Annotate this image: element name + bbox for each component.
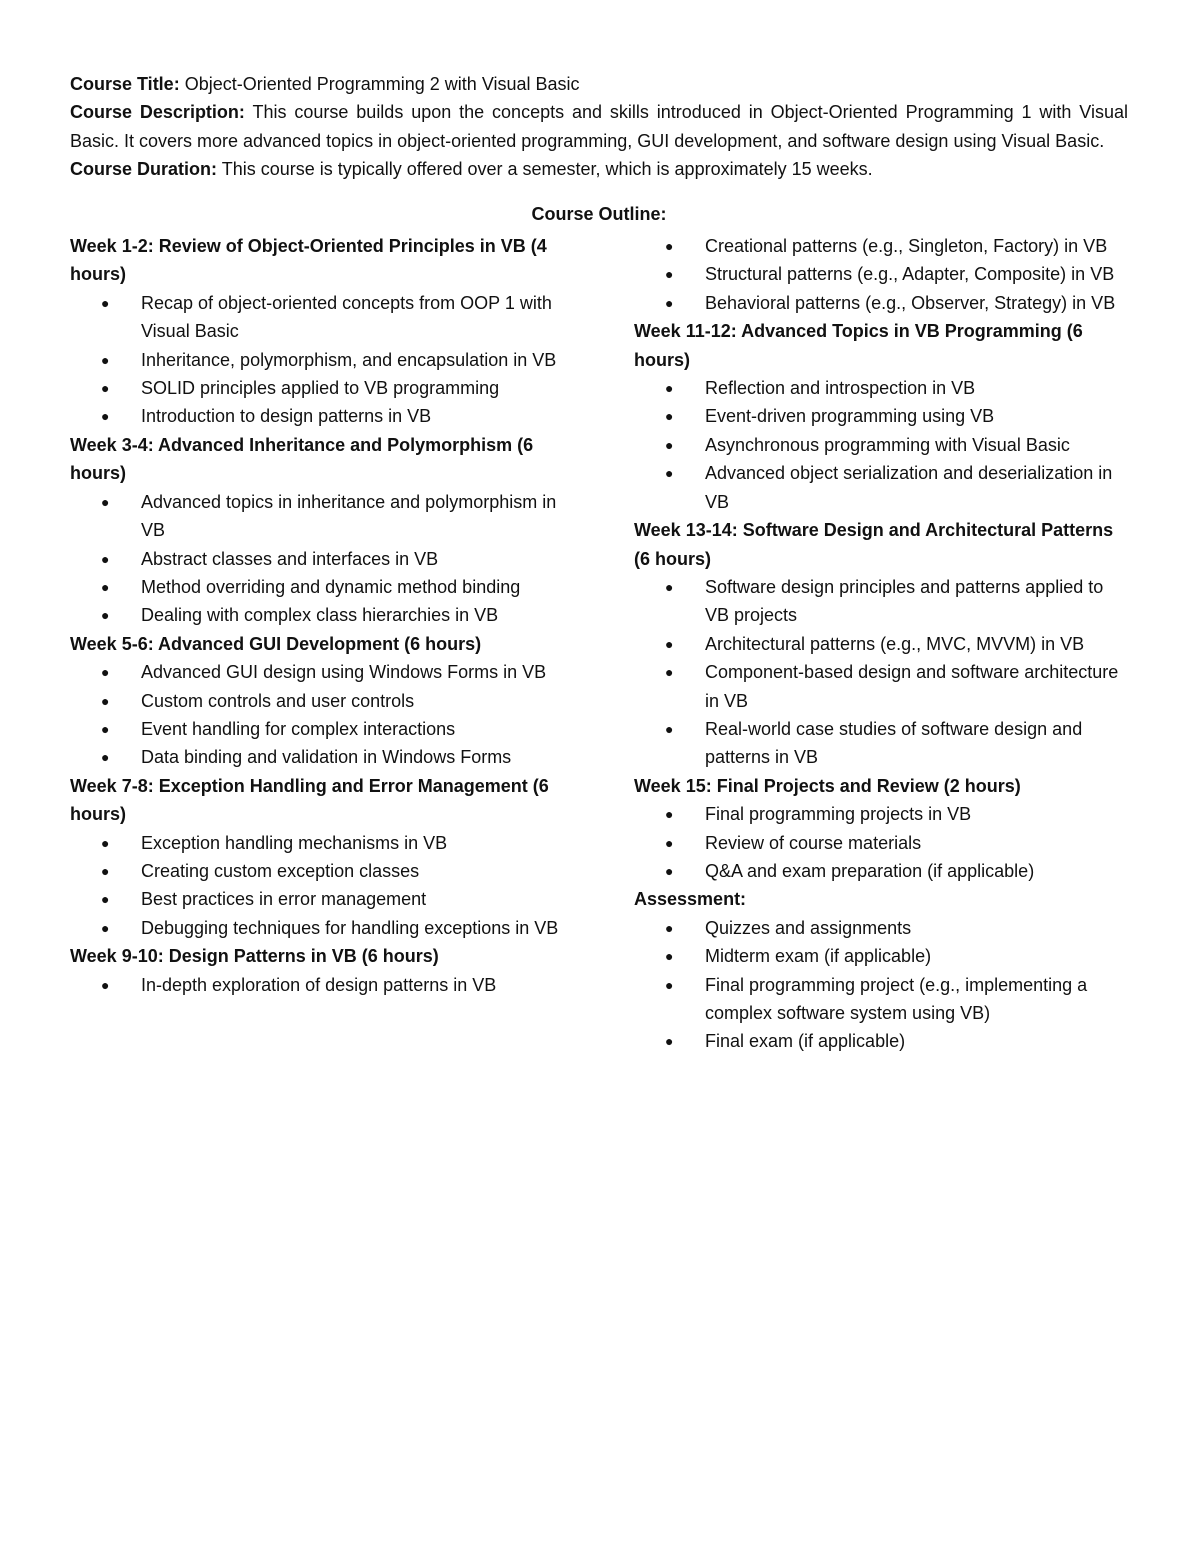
week-section — [634, 885, 1128, 1055]
bullet-icon: ● — [665, 578, 674, 595]
list-item-text: Advanced object serialization and deserialization in VB — [705, 463, 1113, 512]
outline-left-column — [70, 232, 560, 1056]
course-title-line — [70, 70, 1128, 98]
list-item — [634, 715, 1128, 772]
bullet-icon: ● — [665, 948, 674, 965]
list-item-text: Creating custom exception classes — [141, 860, 420, 881]
list-item — [70, 857, 560, 885]
course-outline-heading: Course Outline: — [531, 203, 667, 224]
list-item — [634, 914, 1128, 942]
list-item — [634, 232, 1128, 260]
list-item — [634, 658, 1128, 715]
bullet-icon: ● — [101, 408, 110, 425]
week-item-list — [70, 289, 560, 431]
bullet-icon: ● — [665, 635, 674, 652]
bullet-icon: ● — [665, 834, 674, 851]
list-item — [634, 857, 1128, 885]
list-item-text: Method overriding and dynamic method binding — [141, 576, 521, 597]
list-item-text: Recap of object-oriented concepts from OOP 1 with Visual Basic — [141, 292, 552, 342]
bullet-icon: ● — [101, 862, 110, 879]
list-item — [70, 743, 560, 771]
week-section — [70, 772, 560, 942]
list-item — [70, 914, 560, 942]
list-item-text: Event handling for complex interactions — [141, 718, 456, 739]
list-item — [634, 260, 1128, 288]
list-item — [70, 402, 560, 430]
list-item-text: Architectural patterns (e.g., MVC, MVVM) in VB — [705, 633, 1085, 654]
list-item — [634, 829, 1128, 857]
list-item — [70, 885, 560, 913]
list-item-text: Dealing with complex class hierarchies in VB — [141, 605, 499, 626]
week-title: Week 13-14: Software Design and Architectural Patterns (6 hours) — [634, 520, 1114, 569]
list-item — [70, 715, 560, 743]
list-item-text: Debugging techniques for handling exceptions in VB — [141, 917, 559, 938]
bullet-icon: ● — [101, 749, 110, 766]
week-section — [70, 630, 560, 772]
bullet-icon: ● — [101, 720, 110, 737]
list-item — [70, 601, 560, 629]
list-item — [70, 658, 560, 686]
list-item — [70, 289, 560, 346]
bullet-icon: ● — [101, 380, 110, 397]
bullet-icon: ● — [101, 692, 110, 709]
bullet-icon: ● — [665, 720, 674, 737]
bullet-icon: ● — [101, 919, 110, 936]
week-title: Week 3-4: Advanced Inheritance and Polymorphism (6 hours) — [70, 434, 534, 484]
list-item — [634, 630, 1128, 658]
list-item — [634, 942, 1128, 970]
week-title: Week 9-10: Design Patterns in VB (6 hours) — [70, 946, 439, 967]
list-item — [634, 573, 1128, 630]
list-item — [634, 374, 1128, 402]
bullet-icon: ● — [665, 294, 674, 311]
list-item-text: Real-world case studies of software design and patterns in VB — [705, 718, 1083, 768]
bullet-icon: ● — [665, 976, 674, 993]
list-item — [634, 459, 1128, 516]
bullet-icon: ● — [665, 266, 674, 283]
list-item — [634, 971, 1128, 1028]
bullet-icon: ● — [665, 664, 674, 681]
week-item-list — [634, 800, 1128, 885]
list-item-text: Quizzes and assignments — [705, 917, 912, 938]
list-item-text: Final programming project (e.g., implementing a complex software system using VB) — [705, 974, 1088, 1023]
list-item-text: Best practices in error management — [141, 889, 427, 910]
list-item-text: Reflection and introspection in VB — [705, 378, 976, 399]
bullet-icon: ● — [665, 436, 674, 453]
bullet-icon: ● — [101, 294, 110, 311]
list-item — [70, 971, 560, 999]
list-item — [70, 488, 560, 545]
week-section — [634, 317, 1128, 516]
list-item-text: Inheritance, polymorphism, and encapsulation in VB — [141, 349, 557, 370]
list-item — [634, 1027, 1128, 1055]
document-page — [70, 70, 1128, 1056]
outline-right-column — [634, 232, 1128, 1056]
course-title-value: Object-Oriented Programming 2 with Visual Basic — [184, 74, 580, 94]
list-item-text: Q&A and exam preparation (if applicable) — [705, 860, 1035, 881]
bullet-icon: ● — [101, 578, 110, 595]
bullet-icon: ● — [101, 976, 110, 993]
week-item-list — [634, 573, 1128, 772]
list-item-text: Review of course materials — [705, 832, 922, 853]
bullet-icon: ● — [101, 607, 110, 624]
outline-columns — [70, 232, 1128, 1056]
week-section — [634, 516, 1128, 772]
list-item-text: Midterm exam (if applicable) — [705, 946, 932, 967]
bullet-icon: ● — [665, 862, 674, 879]
week-title: Week 11-12: Advanced Topics in VB Programming (6 hours) — [634, 321, 1083, 370]
bullet-icon: ● — [665, 919, 674, 936]
list-item-text: In-depth exploration of design patterns in VB — [141, 974, 497, 995]
bullet-icon: ● — [101, 834, 110, 851]
list-item-text: Final exam (if applicable) — [705, 1031, 906, 1052]
list-item-text: Data binding and validation in Windows Forms — [141, 747, 512, 768]
course-title-label: Course Title: — [70, 74, 180, 94]
list-item-text: Structural patterns (e.g., Adapter, Composite) in VB — [705, 264, 1115, 285]
list-item-text: Exception handling mechanisms in VB — [141, 832, 448, 853]
week-item-list — [634, 374, 1128, 516]
list-item — [70, 829, 560, 857]
course-duration-label: Course Duration: — [70, 159, 218, 180]
bullet-icon: ● — [101, 351, 110, 368]
list-item — [70, 346, 560, 374]
list-item-text: Abstract classes and interfaces in VB — [141, 548, 439, 569]
list-item-text: Component-based design and software architecture in VB — [705, 662, 1119, 711]
week-section — [70, 942, 560, 999]
list-item-text: Behavioral patterns (e.g., Observer, Strategy) in VB — [705, 292, 1116, 313]
bullet-icon: ● — [101, 493, 110, 510]
course-description-paragraph — [70, 98, 1128, 155]
week-section — [634, 772, 1128, 886]
list-item-text: Creational patterns (e.g., Singleton, Factory) in VB — [705, 236, 1108, 257]
week-section — [70, 431, 560, 630]
week-title: Week 5-6: Advanced GUI Development (6 hours) — [70, 633, 482, 654]
list-item-text: Software design principles and patterns applied to VB projects — [705, 576, 1104, 626]
bullet-icon: ● — [665, 806, 674, 823]
bullet-icon: ● — [665, 465, 674, 482]
list-item-text: Custom controls and user controls — [141, 690, 415, 711]
bullet-icon: ● — [665, 1033, 674, 1050]
list-item-text: SOLID principles applied to VB programming — [141, 378, 500, 399]
list-item-text: Event-driven programming using VB — [705, 406, 995, 427]
week-section — [70, 232, 560, 431]
continued-item-list — [634, 232, 1128, 317]
list-item — [634, 289, 1128, 317]
list-item — [634, 402, 1128, 430]
course-description-label: Course Description: — [70, 102, 245, 123]
week-title: Week 7-8: Exception Handling and Error Management (6 hours) — [70, 775, 549, 825]
bullet-icon: ● — [665, 380, 674, 397]
bullet-icon: ● — [101, 891, 110, 908]
bullet-icon: ● — [101, 664, 110, 681]
list-item — [70, 374, 560, 402]
week-item-list — [634, 914, 1128, 1056]
list-item — [634, 431, 1128, 459]
list-item-text: Advanced GUI design using Windows Forms in VB — [141, 662, 547, 683]
list-item — [70, 687, 560, 715]
week-title: Assessment: — [634, 889, 747, 910]
list-item-text: Asynchronous programming with Visual Basic — [705, 434, 1070, 455]
list-item — [70, 573, 560, 601]
week-title: Week 1-2: Review of Object-Oriented Principles in VB (4 hours) — [70, 236, 547, 285]
week-item-list — [70, 829, 560, 943]
list-item-text: Final programming projects in VB — [705, 804, 972, 825]
bullet-icon: ● — [665, 238, 674, 255]
bullet-icon: ● — [101, 550, 110, 567]
week-title: Week 15: Final Projects and Review (2 hours) — [634, 775, 1021, 796]
week-item-list — [70, 971, 560, 999]
list-item-text: Introduction to design patterns in VB — [141, 406, 432, 427]
week-item-list — [70, 658, 560, 772]
course-duration-value: This course is typically offered over a semester, which is approximately 15 weeks. — [221, 159, 873, 180]
list-item-text: Advanced topics in inheritance and polymorphism in VB — [141, 491, 557, 541]
week-item-list — [70, 488, 560, 630]
list-item — [634, 800, 1128, 828]
list-item — [70, 545, 560, 573]
course-duration-line — [70, 155, 1128, 183]
bullet-icon: ● — [665, 408, 674, 425]
course-description-value: This course builds upon the concepts and skills introduced in Object-Oriented Programming 1 with Visual Basic. It covers more advanced topics in object-oriented programming, GUI development, and software design using Visual Basic. — [70, 102, 1128, 151]
